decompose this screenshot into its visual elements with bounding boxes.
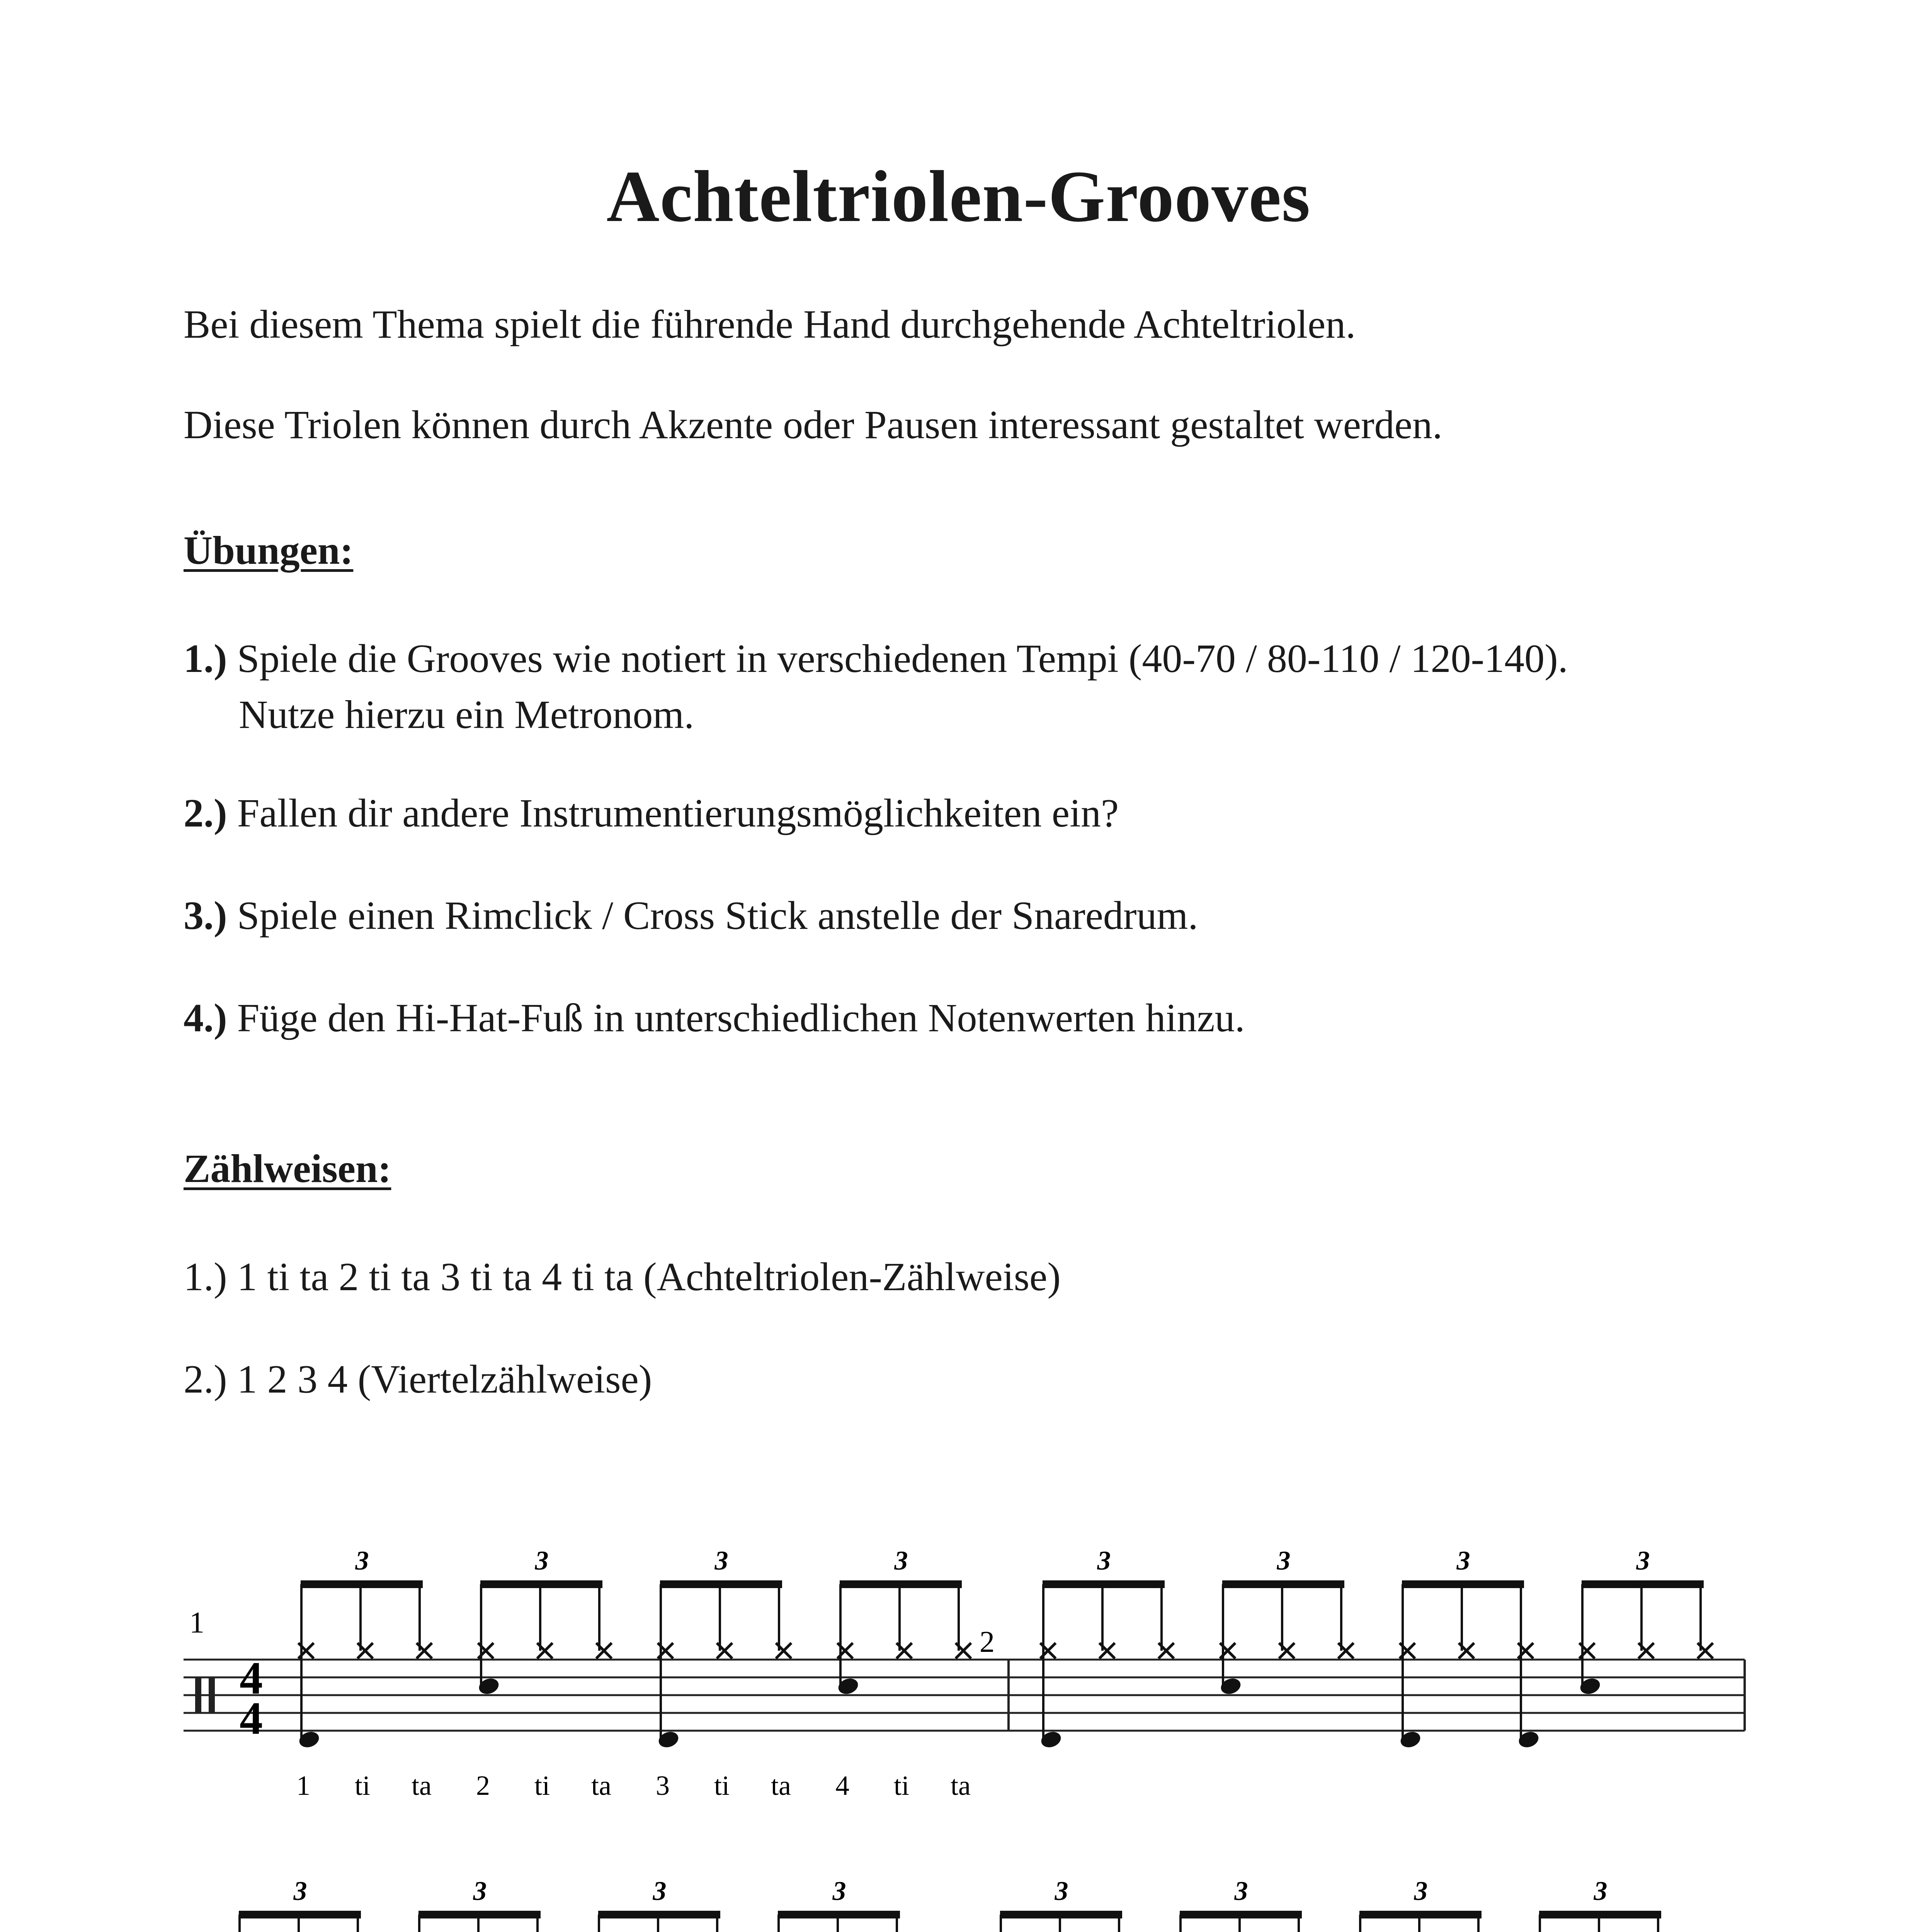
exercise-number: 3.) bbox=[184, 893, 227, 938]
count-syllable: ta bbox=[591, 1770, 611, 1801]
tuplet-number: 3 bbox=[832, 1876, 846, 1906]
tuplet-number: 3 bbox=[473, 1876, 487, 1906]
count-syllable: ti bbox=[534, 1770, 550, 1801]
count-syllable: 4 bbox=[835, 1770, 849, 1801]
tuplet-number: 3 bbox=[1456, 1546, 1470, 1576]
exercise-text: Füge den Hi-Hat-Fuß in unterschiedlichen Notenwerten hinzu. bbox=[227, 996, 1245, 1040]
count-syllable: 2 bbox=[476, 1770, 490, 1801]
page-title: Achteltriolen-Grooves bbox=[606, 156, 1311, 237]
tuplet-number: 3 bbox=[653, 1876, 667, 1906]
time-signature-bottom: 4 bbox=[240, 1692, 263, 1744]
measure-number: 1 bbox=[189, 1605, 204, 1639]
count-syllable: ta bbox=[771, 1770, 791, 1801]
exercise-item-1-continuation: Nutze hierzu ein Metronom. bbox=[239, 692, 694, 737]
intro-paragraph-2: Diese Triolen können durch Akzente oder Pausen interessant gestaltet werden. bbox=[184, 403, 1442, 447]
exercise-text: Spiele die Grooves wie notiert in verschiedenen Tempi (40-70 / 80-110 / 120-140). bbox=[227, 636, 1568, 681]
count-syllable: 1 bbox=[296, 1770, 310, 1801]
time-signature-top: 4 bbox=[240, 1652, 263, 1704]
counting-item-2: 2.) 1 2 3 4 (Viertelzählweise) bbox=[184, 1357, 652, 1401]
count-syllable: ti bbox=[893, 1770, 910, 1801]
count-syllable: 3 bbox=[656, 1770, 670, 1801]
measure-number: 2 bbox=[980, 1625, 995, 1658]
tuplet-number: 3 bbox=[355, 1546, 369, 1576]
exercise-text: Fallen dir andere Instrumentierungsmöglichkeiten ein? bbox=[227, 791, 1119, 835]
tuplet-number: 3 bbox=[1055, 1876, 1068, 1906]
count-syllable: ti bbox=[714, 1770, 730, 1801]
counting-item-1: 1.) 1 ti ta 2 ti ta 3 ti ta 4 ti ta (Achteltriolen-Zählweise) bbox=[184, 1255, 1061, 1299]
tuplet-number: 3 bbox=[1234, 1876, 1248, 1906]
tuplet-number: 3 bbox=[1097, 1546, 1111, 1576]
exercises-heading: Übungen: bbox=[184, 528, 354, 573]
percussion-clef bbox=[195, 1677, 201, 1713]
count-syllable: ti bbox=[354, 1770, 371, 1801]
tuplet-number: 3 bbox=[535, 1546, 549, 1576]
exercise-text: Spiele einen Rimclick / Cross Stick anstelle der Snaredrum. bbox=[227, 893, 1198, 938]
intro-paragraph-1: Bei diesem Thema spielt die führende Hand durchgehende Achteltriolen. bbox=[184, 302, 1356, 347]
exercise-number: 1.) bbox=[184, 636, 227, 681]
exercise-number: 2.) bbox=[184, 791, 227, 835]
tuplet-number: 3 bbox=[293, 1876, 307, 1906]
tuplet-number: 3 bbox=[1636, 1546, 1650, 1576]
exercise-number: 4.) bbox=[184, 996, 227, 1040]
tuplet-number: 3 bbox=[1594, 1876, 1607, 1906]
tuplet-number: 3 bbox=[1414, 1876, 1428, 1906]
tuplet-number: 3 bbox=[714, 1546, 728, 1576]
count-syllable: ta bbox=[951, 1770, 971, 1801]
percussion-clef bbox=[209, 1677, 215, 1713]
tuplet-number: 3 bbox=[1277, 1546, 1291, 1576]
tuplet-number: 3 bbox=[894, 1546, 908, 1576]
count-syllable: ta bbox=[412, 1770, 432, 1801]
counting-heading: Zählweisen: bbox=[184, 1146, 391, 1191]
